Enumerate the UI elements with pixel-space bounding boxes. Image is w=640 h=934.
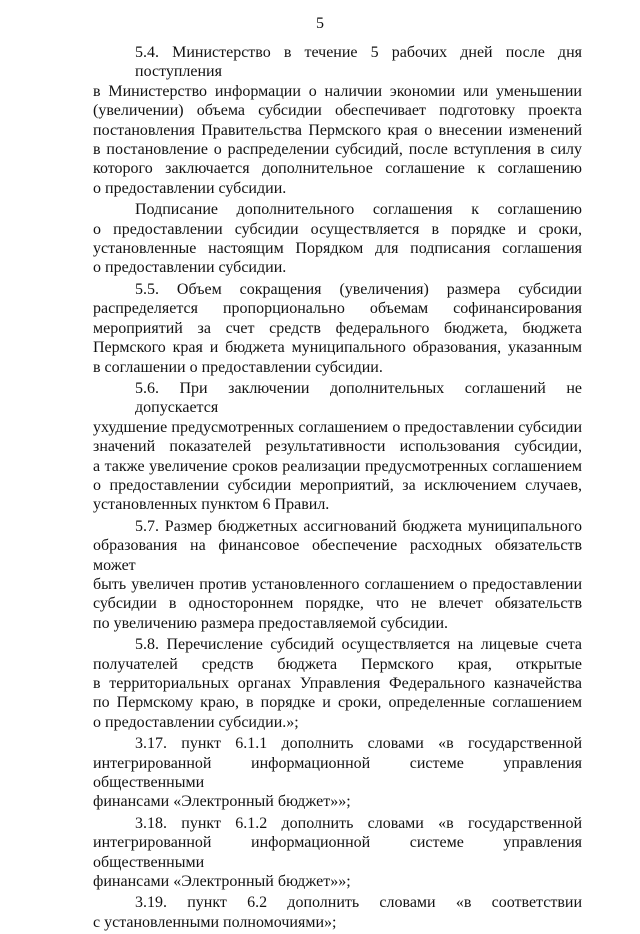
text-line: с установленными полномочиями»;: [93, 913, 337, 931]
text-line: Пермского края и бюджета муниципального образования, указанным: [93, 339, 582, 357]
text-line: установленных пунктом 6 Правил.: [93, 496, 330, 514]
text-line: ухудшение предусмотренных соглашением о предоставлении субсидии: [93, 418, 582, 436]
text-line: 3.18. пункт 6.1.2 дополнить словами «в государственной: [135, 814, 582, 832]
paragraph-5-5: [93, 280, 582, 377]
page-number: 5: [316, 15, 324, 32]
paragraph-signing: [93, 200, 582, 278]
document-body: [93, 43, 582, 934]
text-line: 5.7. Размер бюджетных ассигнований бюджета муниципального: [135, 517, 582, 535]
text-line: быть увеличен против установленного соглашением о предоставлении: [93, 575, 582, 593]
paragraph-5-6: [93, 379, 582, 515]
text-line: интегрированной информационной системе управления общественными: [93, 754, 582, 792]
text-line: распределяется пропорционально объемам софинансирования: [93, 300, 582, 318]
text-line: 5.8. Перечисление субсидий осуществляется на лицевые счета: [135, 636, 582, 654]
text-line: установленные настоящим Порядком для подписания соглашения: [93, 240, 582, 258]
text-line: 3.17. пункт 6.1.1 дополнить словами «в государственной: [135, 735, 582, 753]
text-line: о предоставлении субсидии осуществляется в порядке и сроки,: [93, 220, 582, 238]
text-line: которого заключается дополнительное соглашение к соглашению: [93, 160, 582, 178]
paragraph-3-17: [93, 734, 582, 812]
text-line: интегрированной информационной системе управления общественными: [93, 834, 582, 871]
text-line: мероприятий за счет средств федерального бюджета, бюджета: [93, 319, 582, 337]
text-line: по Пермскому краю, в порядке и сроки, определенные соглашением: [93, 694, 582, 712]
text-line: получателей средств бюджета Пермского края, открытые: [93, 655, 582, 673]
text-line: в постановление о распределении субсидий, после вступления в силу: [93, 141, 582, 159]
paragraph-5-7: [93, 517, 582, 633]
text-line: в территориальных органах Управления Федерального казначейства: [93, 675, 582, 692]
text-line: о предоставлении субсидии.: [93, 179, 287, 197]
text-line: по увеличению размера предоставляемой субсидии.: [93, 614, 449, 632]
text-line: о предоставлении субсидии мероприятий, за исключением случаев,: [93, 476, 582, 494]
paragraph-5-4: [93, 43, 582, 198]
text-line: значений показателей результативности использования субсидии,: [93, 438, 582, 456]
text-line: 5.5. Объем сокращения (увеличения) размера субсидии: [135, 280, 582, 298]
paragraph-3-18: [93, 814, 582, 892]
text-line: финансами «Электронный бюджет»»;: [93, 873, 351, 891]
text-line: 5.4. Министерство в течение 5 рабочих дней после дня поступления: [135, 44, 582, 81]
text-line: субсидии в одностороннем порядке, что не влечет обязательств: [93, 595, 582, 613]
text-line: 3.19. пункт 6.2 дополнить словами «в соответствии: [135, 894, 582, 912]
text-line: 5.6. При заключении дополнительных соглашений не допускается: [135, 379, 582, 417]
paragraph-5-8: [93, 635, 582, 732]
text-line: о предоставлении субсидии.: [93, 259, 287, 277]
paragraph-3-19: [93, 893, 582, 932]
text-line: постановления Правительства Пермского края о внесении изменений: [93, 121, 582, 139]
text-line: Подписание дополнительного соглашения к соглашению: [135, 201, 582, 219]
text-line: в соглашении о предоставлении субсидии.: [93, 358, 383, 376]
text-line: а также увеличение сроков реализации предусмотренных соглашением: [93, 457, 582, 475]
text-line: финансами «Электронный бюджет»»;: [93, 793, 351, 811]
text-line: в Министерство информации о наличии экономии или уменьшении: [93, 82, 582, 100]
text-line: о предоставлении субсидии.»;: [93, 713, 299, 731]
text-line: образования на финансовое обеспечение расходных обязательств может: [93, 537, 582, 574]
text-line: (увеличении) объема субсидии обеспечивает подготовку проекта: [93, 102, 582, 120]
